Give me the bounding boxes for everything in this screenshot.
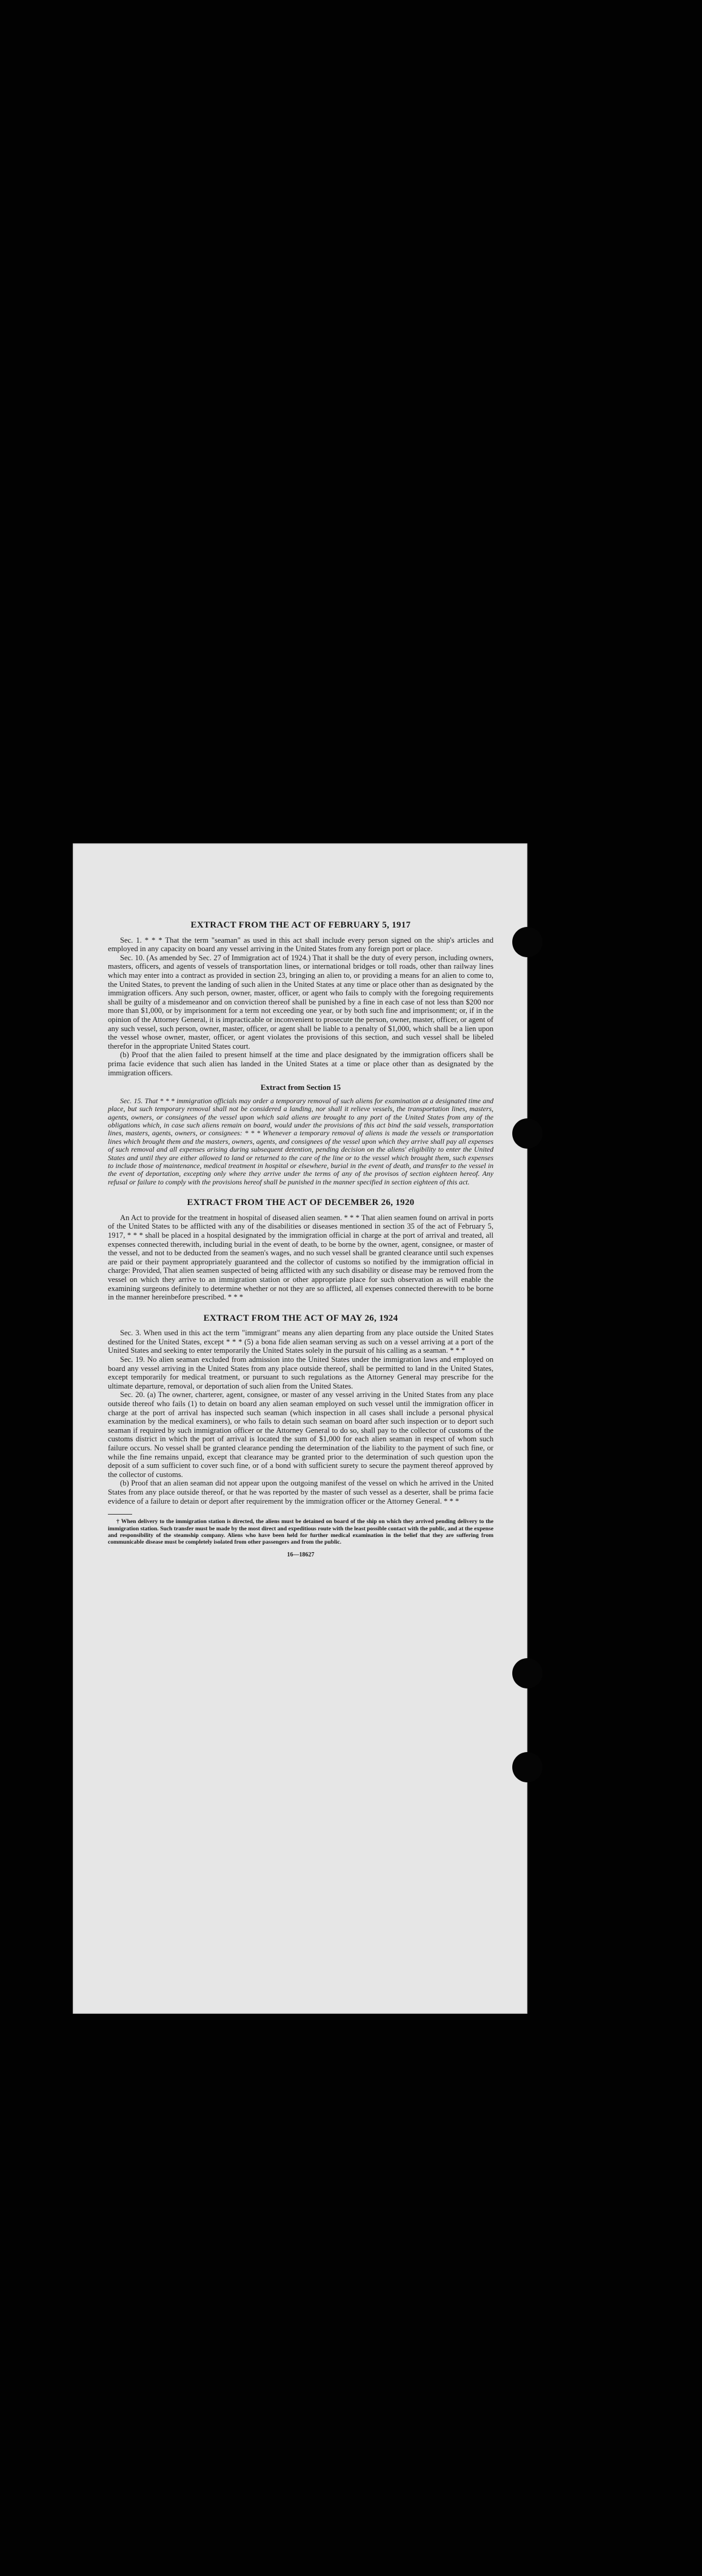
document-content [108,921,493,1559]
paragraph-sec-10-b: (b) Proof that the alien failed to present himself at the time and place designated by the immigration officers shall be prima facie evidence that such alien has landed in the United States at a time or place other than as designated by the immigration officers. [108,1051,493,1077]
punch-hole-1 [512,927,543,957]
footnote: † When delivery to the immigration station is directed, the aliens must be detained on board of the ship on which they arrived pending delivery to the immigration station. Such transfer must be made by the most direct and expeditious route with the least possible contact with the public, and at the expense and responsibility of the steamship company. Aliens who have been held for further medical examination in the belief that they are suffering from communicable disease must be completely isolated from other passengers and from the public. [108,1518,493,1546]
section-title-dec-1920: EXTRACT FROM THE ACT OF DECEMBER 26, 1920 [187,1198,415,1208]
section-title-feb-1917: EXTRACT FROM THE ACT OF FEBRUARY 5, 1917 [190,920,411,930]
subsection-title-sec-15: Extract from Section 15 [260,1083,341,1092]
paragraph-sec-3: Sec. 3. When used in this act the term "immigrant" means any alien departing from any place outside the United States destined for the United States, except * * * (5) a bona fide alien seaman serving as such on a vessel arriving at a port of the United States and seeking to enter temporarily the United States solely in the pursuit of his calling as a seaman. * * * [108,1329,493,1355]
paragraph-sec-15: Sec. 15. That * * * immigration officials may order a temporary removal of such aliens for examination at a designated time and place, but such temporary removal shall not be considered a landing, nor shall it relieve vessels, the transportation lines, masters, agents, owners, or consignees of the vessel upon which said aliens are brought to any port of the United States from any of the obligations which, in case such aliens remain on board, would under the provisions of this act bind the said vessels, transportation lines, masters, agents, owners, or consignees: * * * Whenever a temporary removal of aliens is made the vessels or transportation lines which brought them and the masters, owners, agents, and consignees of the vessel upon which they arrive shall pay all expenses of such removal and all expenses arising during subsequent detention, pending decision on the aliens' eligibility to enter the United States and until they are either allowed to land or returned to the care of the line or to the vessel which brought them, such expenses to include those of maintenance, medical treatment in hospital or elsewhere, burial in the event of death, and transfer to the vessel in the event of deportation, excepting only where they arrive under the terms of any of the provisos of section eighteen hereof. Any refusal or failure to comply with the provisions hereof shall be punished in the manner specified in section eighteen of this act. [108,1096,493,1186]
paragraph-sec-1: Sec. 1. * * * That the term "seaman" as used in this act shall include every person signed on the ship's articles and employed in any capacity on board any vessel arriving in the United States from any foreign port or place. [108,935,493,954]
paragraph-sec-20-a: Sec. 20. (a) The owner, charterer, agent, consignee, or master of any vessel arriving in the United States from any place outside thereof who fails (1) to detain on board any alien seaman employed on such vessel until the immigration officer in charge at the port of arrival has inspected such seaman (which inspection in all cases shall include a personal physical examination by the medical examiners), or who fails to detain such seaman on board after such inspection or to deport such seaman if required by such immigration officer or the Attorney General to do so, shall pay to the collector of customs of the customs district in which the port of arrival is located the sum of $1,000 for each alien seaman in respect of whom such failure occurs. No vessel shall be granted clearance pending the determination of the liability to the payment of such fine, or while the fine remains unpaid, except that clearance may be granted prior to the determination of such question upon the deposit of a sum sufficient to cover such fine, or of a bond with sufficient surety to secure the payment thereof approved by the collector of customs. [108,1390,493,1479]
punch-hole-3 [512,1658,543,1688]
paragraph-sec-20-b: (b) Proof that an alien seaman did not appear upon the outgoing manifest of the vessel on which he arrived in the United States from any place outside thereof, or that he was reported by the master of such vessel as a deserter, shall be prima facie evidence of a failure to detain or deport after requirement by the immigration officer or the Attorney General. * * * [108,1479,493,1505]
punch-hole-4 [512,1752,543,1782]
punch-hole-2 [512,1118,543,1149]
paragraph-act-1920: An Act to provide for the treatment in hospital of diseased alien seamen. * * * That alien seamen found on arrival in ports of the United States to be afflicted with any of the disabilities or diseases mentioned in section 35 of the act of February 5, 1917, * * * shall be placed in a hospital designated by the immigration official in charge at the port of arrival and treated, all expenses connected therewith, including burial in the event of death, to be borne by the owner, agent, consignee, or master of the vessel, and not to be deducted from the seamen's wages, and no such vessel shall be granted clearance until such expenses are paid or their payment appropriately guaranteed and the collector of customs so notified by the immigration official in charge: Provided, That alien seamen suspected of being afflicted with any such disability or disease may be removed from the vessel on which they arrive to an immigration station or other appropriate place for such observation as will enable the examining surgeons definitely to determine whether or not they are so afflicted, all expenses connected therewith to be borne in the manner hereinbefore prescribed. * * * [108,1213,493,1302]
footnote-divider [108,1514,132,1515]
document-page [73,843,527,2014]
page-identifier: 16—18627 [287,1551,315,1558]
paragraph-sec-19: Sec. 19. No alien seaman excluded from admission into the United States under the immigration laws and employed on board any vessel arriving in the United States from any place outside thereof, shall be permitted to land in the United States, except temporarily for medical treatment, or pursuant to such regulations as the Attorney General may prescribe for the ultimate departure, removal, or deportation of such alien from the United States. [108,1355,493,1390]
section-title-may-1924: EXTRACT FROM THE ACT OF MAY 26, 1924 [203,1313,398,1323]
paragraph-sec-10: Sec. 10. (As amended by Sec. 27 of Immigration act of 1924.) That it shall be the duty of every person, including owners, masters, officers, and agents of vessels of transportation lines, or international bridges or toll roads, other than railway lines which may enter into a contract as provided in section 23, bringing an alien to, or providing a means for an alien to come to, the United States, to prevent the landing of such alien in the United States at any time or place other than as designated by the immigration officers. Any such person, owner, master, officer, or agent who fails to comply with the foregoing requirements shall be guilty of a misdemeanor and on conviction thereof shall be punished by a fine in each case of not less than $200 nor more than $1,000, or by imprisonment for a term not exceeding one year, or by both such fine and imprisonment; or, if in the opinion of the Attorney General, it is impracticable or inconvenient to prosecute the person, owner, master, officer, or agent of any such vessel, such person, owner, master, officer, or agent shall be liable to a penalty of $1,000, which shall be a lien upon the vessel whose owner, master, officer, or agent violates the provisions of this section, and such vessel shall be libeled therefor in the appropriate United States court. [108,953,493,1051]
